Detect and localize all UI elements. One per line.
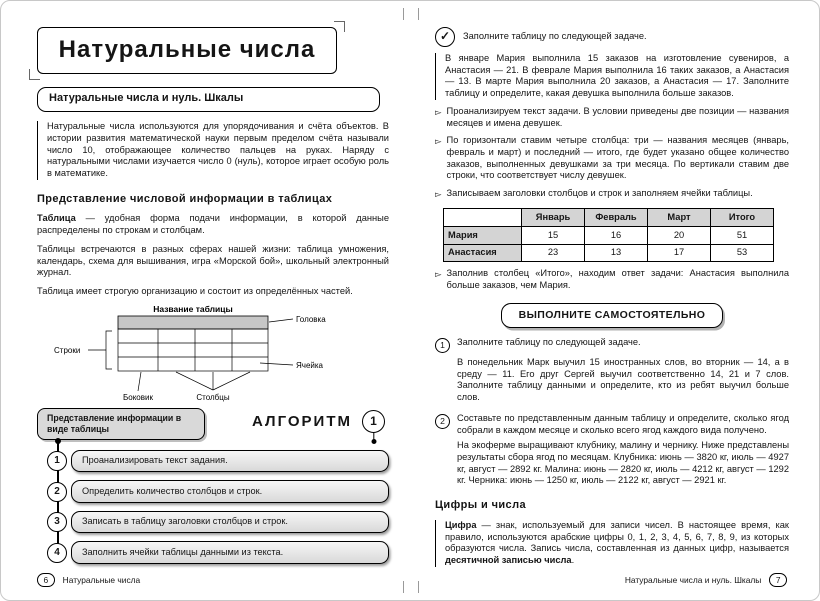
definition-paragraph	[37, 213, 389, 236]
digits-paragraph	[435, 520, 789, 567]
step-text: Записать в таблицу заголовки столбцов и строк.	[71, 511, 389, 534]
arrow-bullet-icon: ▻	[435, 269, 442, 280]
exercise-number-badge: 1	[435, 338, 450, 353]
digits-bold-phrase: десятичной записью числа	[445, 555, 572, 566]
arrow-bullet-icon: ▻	[435, 136, 442, 147]
exercise-detail: В понедельник Марк выучил 15 иностранных слов, во вторник — 14, а в среду — 11. Его друг Сергей выучил соответственно 14, 21 и 7 слов. Заполните таблицу данными и определите, кто из ребят выучил больше слов.	[457, 357, 789, 403]
solution-bullet	[435, 135, 789, 182]
worked-example-prompt-row	[435, 27, 789, 47]
gutter-crop-mark-bottom	[403, 581, 419, 593]
table-value-cell: 51	[711, 227, 774, 245]
check-icon: ✓	[435, 27, 455, 47]
algorithm-step	[54, 480, 389, 503]
structure-paragraph: Таблица имеет строгую организацию и состоит из определённых частей.	[37, 285, 353, 296]
left-page	[37, 27, 389, 572]
table-header-cell: Февраль	[585, 209, 648, 227]
footer-label-right: Натуральные числа и нуль. Шкалы	[624, 575, 762, 585]
algorithm-number-badge: 1	[362, 410, 385, 433]
algorithm-step	[54, 541, 389, 564]
diagram-label-columns: Столбцы	[196, 392, 230, 402]
table-structure-diagram	[48, 303, 378, 403]
arrow-bullet-icon: ▻	[435, 106, 442, 117]
table-header-cell: Март	[648, 209, 711, 227]
table-header-cell: Итого	[711, 209, 774, 227]
table-value-cell: 20	[648, 227, 711, 245]
diagram-label-cell: Ячейка	[296, 360, 323, 370]
table-name-cell: Анастасия	[444, 244, 522, 262]
diagram-label-header: Головка	[296, 314, 326, 324]
diagram-header-bar	[118, 316, 268, 329]
step-text: Заполнить ячейки таблицы данными из текста.	[71, 541, 389, 564]
table-row	[444, 227, 774, 245]
section-title-box: Натуральные числа и нуль. Шкалы	[37, 87, 380, 112]
step-number-badge: 1	[47, 451, 67, 471]
example-task-paragraph: В январе Мария выполнила 15 заказов на изготовление сувениров, а Анастасия — 21. В феврале Мария выполнила 16 таких заказов, а Анастасия — 13. В марте Мария выполнила 20 заказов, а Анастасия — 17. Заполните таблицу и определите, какая девушка выполнила больше заказов.	[435, 53, 789, 100]
algorithm-steps	[37, 450, 389, 564]
bullet-text: Проанализируем текст задачи. В условии приведены две позиции — названия месяцев и имена девушек.	[446, 105, 789, 128]
algorithm-topic-box: Представление информации в виде таблицы	[37, 408, 205, 440]
step-number-badge: 2	[47, 482, 67, 502]
orders-table	[443, 208, 774, 262]
heading-tables: Представление числовой информации в таблицах	[37, 192, 333, 205]
footer-label-left: Натуральные числа	[62, 575, 141, 585]
exercise-item	[435, 337, 789, 353]
exercise-number-badge: 2	[435, 414, 450, 429]
definition-text: — удобная форма подачи информации, в которой данные распределены по строкам и столбцам.	[37, 213, 389, 236]
exercise-text: Заполните таблицу по следующей задаче.	[457, 337, 641, 348]
right-footer	[625, 573, 787, 587]
algorithm-step	[54, 450, 389, 473]
exercise-text: Составьте по представленным данным таблицу и определите, сколько ягод собрали в каждом месяце и сколько всего ягод каждого вида получено.	[457, 412, 789, 435]
exercise-detail: На экоферме выращивают клубнику, малину и чернику. Ниже представлены результаты сбора ягод по месяцам. Клубника: июнь — 3820 кг, июль — 4927 кг, август — 2892 кг. Малина: июнь — 2820 кг, июль — 4212 кг, август — 1292 кг. Черника: июнь — 1250 кг, июль — 2122 кг, август — 2921 кг.	[457, 440, 789, 486]
diagram-title: Название таблицы	[153, 303, 233, 314]
bullet-text: Записываем заголовки столбцов и строк и заполняем ячейки таблицы.	[446, 188, 753, 199]
exercise-item	[435, 413, 789, 436]
table-row	[444, 244, 774, 262]
conclusion-text: Заполнив столбец «Итого», находим ответ задачи: Анастасия выполнила больше заказов, чем Мария.	[446, 268, 789, 291]
step-text: Проанализировать текст задания.	[71, 450, 389, 473]
solution-bullet	[435, 188, 789, 200]
arrow-bullet-icon: ▻	[435, 189, 442, 200]
bullet-text: По горизонтали ставим четыре столбца: три — названия месяцев (январь, февраль и март) и последний — итого, где будет указано общее количество заказов, выполненных девушками за три месяца. По вертикали ставим две строки, что соответствует числу девушек.	[446, 135, 789, 181]
table-value-cell: 23	[522, 244, 585, 262]
algorithm-block	[37, 408, 389, 564]
table-value-cell: 17	[648, 244, 711, 262]
self-check-banner-wrap	[435, 303, 789, 328]
algorithm-header	[37, 408, 389, 440]
step-number-badge: 3	[47, 512, 67, 532]
left-footer	[37, 573, 140, 587]
diagram-label-rows: Строки	[54, 345, 81, 355]
step-text: Определить количество столбцов и строк.	[71, 480, 389, 503]
definition-term: Таблица	[37, 213, 76, 224]
diagram-label-side: Боковик	[123, 392, 153, 402]
table-corner-cell	[444, 209, 522, 227]
table-value-cell: 13	[585, 244, 648, 262]
page-number-right: 7	[769, 573, 787, 587]
digits-period: .	[571, 555, 575, 566]
worked-example-prompt: Заполните таблицу по следующей задаче.	[463, 31, 647, 42]
digits-text: — знак, используемый для записи чисел. В настоящее время, как правило, используются арабские цифры 0, 1, 2, 3, 4, 5, 6, 7, 8, 9, из которых образуются числа. Запись числа, составленная из данных цифр, называется	[445, 519, 789, 554]
table-header-row	[444, 209, 774, 227]
right-page	[435, 27, 789, 567]
gutter-crop-mark-top	[403, 8, 419, 20]
table-header-cell: Январь	[522, 209, 585, 227]
examples-paragraph: Таблицы встречаются в разных сферах нашей жизни: таблица умножения, календарь, схема для вышивания, игра «Морской бой», школьный электронный журнал.	[37, 243, 389, 278]
table-value-cell: 15	[522, 227, 585, 245]
table-value-cell: 16	[585, 227, 648, 245]
intro-paragraph: Натуральные числа используются для упорядочивания и счёта объектов. В истории развития математической науки первым пределом счёта называли число 10, отображающее количество пальцев на руках. Наряду с натуральными числами изучается число 0 (нуль), которое играет особую роль в математике.	[37, 121, 389, 180]
algorithm-step	[54, 511, 389, 534]
page-number-left: 6	[37, 573, 55, 587]
step-number-badge: 4	[47, 543, 67, 563]
table-name-cell: Мария	[444, 227, 522, 245]
digits-term: Цифра	[445, 519, 477, 530]
conclusion-bullet	[435, 268, 789, 291]
chapter-title: Натуральные числа	[37, 27, 337, 74]
heading-digits: Цифры и числа	[435, 499, 526, 512]
self-check-banner: ВЫПОЛНИТЕ САМОСТОЯТЕЛЬНО	[501, 303, 724, 328]
table-value-cell: 53	[711, 244, 774, 262]
solution-bullet	[435, 106, 789, 129]
algorithm-title: АЛГОРИТМ	[252, 412, 352, 430]
